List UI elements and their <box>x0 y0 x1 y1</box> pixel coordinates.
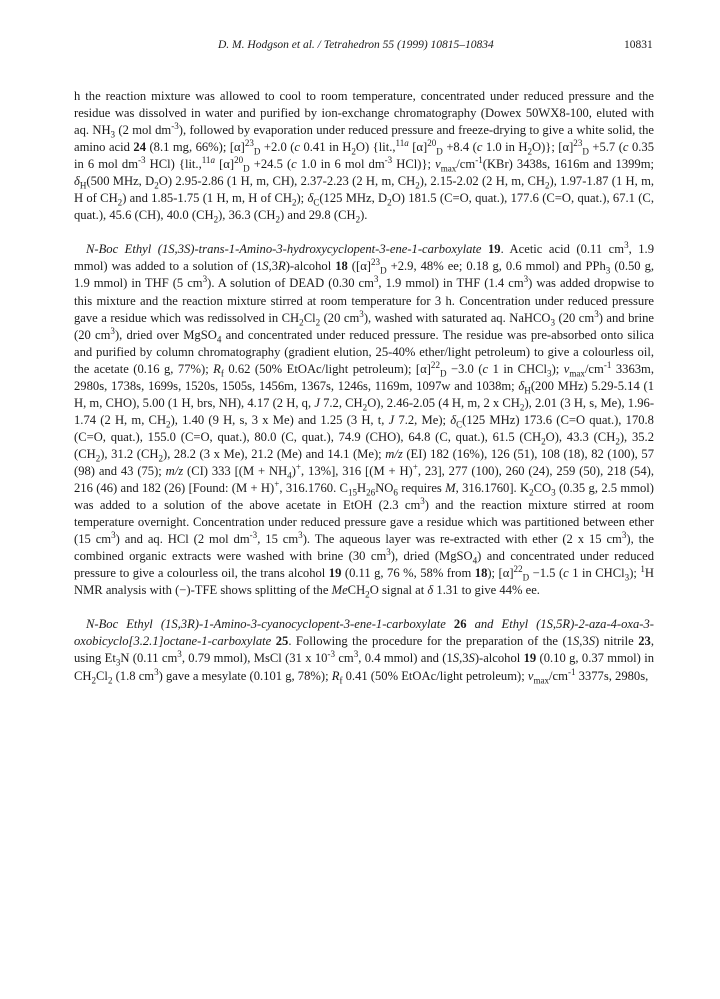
paragraph-compounds-26-25: N-Boc Ethyl (1S,3R)-1-Amino-3-cyanocyclopent-3-ene-1-carboxylate 26 and Ethyl (1S,5R)-2-aza-4-oxa-3-oxobicyclo[3.2.1]octane-1-carboxylate 25. Following the procedure for the preparation of the (1S,3S) nitrile 23, using $Et_3N$ (0.11 $cm^3$, 0.79 mmol), MsCl (31 x $10^{-3}$ $cm^3$, 0.4 mmol) and (1S,3S)-alcohol 19 (0.10 g, 0.37 mmol) in $CH_2Cl_2$ (1.8 $cm^3$) gave a mesylate (0.101 g, 78%); $R_f$ 0.41 (50% EtOAc/light petroleum); $v_{max}/cm^{-1}$ 3377s, 2980s, <box>74 617 654 686</box>
page-number: 10831 <box>624 39 653 51</box>
running-title: D. M. Hodgson et al. / Tetrahedron 55 (1999) 10815–10834 <box>218 39 494 51</box>
paragraph-compound-19: N-Boc Ethyl (1S,3S)-trans-1-Amino-3-hydroxycyclopent-3-ene-1-carboxylate 19. Acetic acid (0.11 $cm^3$, 1.9 mmol) was added to a solution of (1S,3R)-alcohol 18 ($[\alpha]^{23}_D +2.9$, 48% ee; 0.18 g, 0.6 mmol) and PPh$_3$ (0.50 g, 1.9 mmol) in THF (5 $cm^3$). A solution of DEAD (0.30 $cm^3$, 1.9 mmol) in THF (1.4 $cm^3$) was added dropwise to this mixture and the reaction mixture stirred at room temperature for 3 h. Concentration under reduced pressure gave a residue which was redissolved in $CH_2Cl_2$ (20 $cm^3$), washed with saturated aq. NaHCO$_3$ (20 $cm^3$) and brine (20 $cm^3$), dried over MgSO$_4$ and concentrated under reduced pressure. The residue was pre-absorbed onto silica and purified by column chromatography (gradient elution, 25-40% ether/light petroleum) to give a colourless oil, the acetate (0.16 g, 77%); $R_f$ 0.62 (50% EtOAc/light petroleum); $[\alpha]^{22}_D -3.0$ (c 1 in CHCl$_3$); $v_{max}/cm^{-1}$ 3363m, 2980s, 1738s, 1699s, 1520s, 1505s, 1456m, 1367s, 1246s, 1169m, 1097w and 1038m; $\delta_H(200$ MHz) 5.29-5.14 (1 H, m, CHO), 5.00 (1 H, brs, NH), 4.17 (2 H, q, J 7.2, $CH_2O$), 2.46-2.05 (4 H, m, 2 x $CH_2$), 2.01 (3 H, s, Me), 1.96-1.74 (2 H, m, $CH_2$), 1.40 (9 H, s, 3 x Me) and 1.25 (3 H, t, J 7.2, Me); $\delta_C(125$ MHz) 173.6 (C=O quat.), 170.8 (C=O, quat.), 155.0 (C=O, quat.), 80.0 (C, quat.), 74.9 (CHO), 64.8 (C, quat.), 61.5 $(CH_2O)$, 43.3 $(CH_2)$, 35.2 $(CH_2)$, 31.2 $(CH_2)$, 28.2 (3 x Me), 21.2 (Me) and 14.1 (Me); m/z (EI) 182 (16%), 126 (51), 108 (18), 82 (100), 57 (98) and 43 (75); m/z (CI) 333 [$(M + NH_4)^+$, 13%], 316 [(M + H)+, 23], 277 (100), 260 (24), 259 (50), 218 (54), 216 (46) and 182 (26) [Found: (M + H)+, 316.1760. $C_{15}H_{26}NO_6$ requires M, 316.1760]. $K_2CO_3$ (0.35 g, 2.5 mmol) was added to a solution of the above acetate in EtOH (2.3 $cm^3$) and the reaction mixture stirred at room temperature overnight. Concentration under reduced pressure gave a residue which was partitioned between ether (15 $cm^3$) and aq. HCl (2 mol $dm^{-3}$, 15 $cm^3$). The aqueous layer was re-extracted with ether (2 x 15 $cm^3$), the combined organic extracts were washed with brine (30 $cm^3$), dried (MgSO$_4$) and concentrated under reduced pressure to give a colourless oil, the trans alcohol 19 (0.11 g, 76 %, 58% from 18); $[\alpha]^{22}_D -1.5$ (c 1 in CHCl$_3$); $^1$H NMR analysis with (−)-TFE shows splitting of the MeCH$_2$O signal at δ 1.31 to give 44% ee. <box>74 240 655 600</box>
paragraph-amino-acid-24: h the reaction mixture was allowed to cool to room temperature, concentrated under reduced pressure and the residue was dissolved in water and purified by ion-exchange chromatography (Dowex 50WX8-100, eluted with aq. $NH_3$ (2 mol $dm^{-3}$), followed by evaporation under reduced pressure and freeze-drying to give a white solid, the amino acid 24 (8.1 mg, 66%); $[\alpha]^{23}_D +2.0$ (c 0.41 in $H_2O$) {lit.,$^{11a}$ $[\alpha]^{20}_D +8.4$ (c 1.0 in $H_2O$)}; $[\alpha]^{23}_D +5.7$ (c 0.35 in 6 mol $dm^{-3}$ HCl) {lit.,$^{11a}$ $[\alpha]^{20}_D +24.5$ (c 1.0 in 6 mol $dm^{-3}$ HCl)}; $v_{max}/cm^{-1}(KBr)$ 3438s, 1616m and 1399m; $\delta_H(500$ MHz, $D_2O$) 2.95-2.86 (1 H, m, CH), 2.37-2.23 (2 H, m, $CH_2$), 2.15-2.02 (2 H, m, $CH_2$), 1.97-1.87 (1 H, m, H of $CH_2$) and 1.85-1.75 (1 H, m, H of $CH_2$); $\delta_C(125$ MHz, $D_2O$) 181.5 (C=O, quat.), 177.6 (C=O, quat.), 67.1 (C, quat.), 45.6 (CH), 40.0 $(CH_2)$, 36.3 $(CH_2)$ and 29.8 $(CH_2)$. <box>74 89 655 225</box>
body-text <box>74 88 654 685</box>
